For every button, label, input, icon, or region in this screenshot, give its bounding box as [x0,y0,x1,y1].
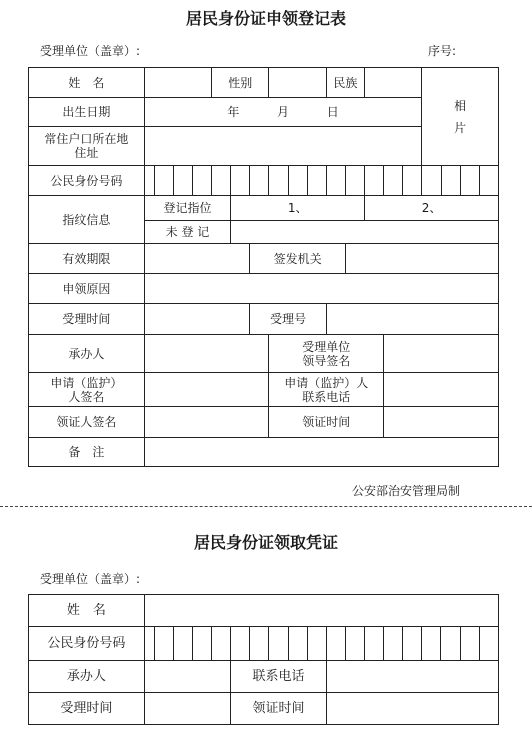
gender-label: 性别 [212,68,269,98]
not-registered-label: 未 登 记 [144,221,231,244]
id-digit-cell[interactable] [250,166,269,196]
applicant-phone-line2: 联系电话 [302,389,351,404]
applicant-phone-line1: 申请（监护）人 [284,375,369,390]
applicant-phone-label [269,373,384,407]
id-digit-cell[interactable] [193,166,212,196]
receiver-sign-field[interactable] [144,407,269,438]
voucher-id-digit-cell[interactable] [307,627,326,661]
id-digit-cell[interactable] [460,166,479,196]
voucher-id-digit-cell[interactable] [269,627,288,661]
id-digit-cell[interactable] [479,166,498,196]
voucher-id-digit-cell[interactable] [173,627,192,661]
accept-number-label: 受理号 [250,304,326,335]
issuing-authority-label: 签发机关 [250,244,346,274]
receiving-unit-label: 受理单位（盖章）: [40,44,141,58]
cut-line [0,506,532,507]
voucher-receive-time-label: 领证时间 [231,693,327,725]
id-digit-cell[interactable] [212,166,231,196]
voucher-id-digit-cell[interactable] [384,627,403,661]
voucher-id-number-label: 公民身份号码 [29,627,145,661]
finger-position-1[interactable]: 1、 [231,196,365,221]
address-label [29,127,145,166]
validity-field[interactable] [144,244,250,274]
birth-date-field[interactable] [144,98,422,127]
ethnicity-field[interactable] [365,68,422,98]
photo-label-bottom: 片 [454,120,467,135]
address-field[interactable] [144,127,422,166]
id-digit-cell[interactable] [384,166,403,196]
remarks-label: 备 注 [29,438,145,467]
serial-number-label: 序号: [428,44,457,58]
accept-time-field[interactable] [144,304,250,335]
voucher-id-digit-cell[interactable] [250,627,269,661]
voucher-table [28,594,499,725]
id-digit-cell[interactable] [288,166,307,196]
id-digit-cell[interactable] [231,166,250,196]
applicant-sign-line1: 申请（监护） [50,375,123,390]
id-digit-cell[interactable] [154,166,173,196]
day-label: 日 [326,105,339,119]
finger-position-2[interactable]: 2、 [365,196,499,221]
fingerprint-label: 指纹信息 [29,196,145,244]
voucher-id-digit-cell[interactable] [422,627,441,661]
applicant-sign-line2: 人签名 [68,389,105,404]
voucher-accept-time-field[interactable] [144,693,230,725]
voucher-id-digit-cell[interactable] [441,627,460,661]
application-table [28,67,499,467]
voucher-id-digit-cell[interactable] [326,627,345,661]
year-label: 年 [227,105,240,119]
voucher-id-digit-cell[interactable] [364,627,383,661]
id-digit-cell[interactable] [173,166,192,196]
voucher-id-digit-cell[interactable] [345,627,364,661]
id-digit-cell[interactable] [422,166,441,196]
voucher-id-digit-cell[interactable] [154,627,173,661]
voucher-title: 居民身份证领取凭证 [193,533,338,552]
receive-time-label: 领证时间 [269,407,384,438]
id-digit-cell[interactable] [269,166,288,196]
id-digit-cell[interactable] [345,166,364,196]
leader-sign-field[interactable] [384,335,499,373]
validity-label: 有效期限 [29,244,145,274]
accept-number-field[interactable] [326,304,498,335]
handler-label: 承办人 [29,335,145,373]
id-number-label: 公民身份号码 [29,166,145,196]
receive-time-field[interactable] [384,407,499,438]
leader-sign-label [269,335,384,373]
voucher-receive-time-field[interactable] [326,693,498,725]
ethnicity-label: 民族 [326,68,364,98]
photo-label-top: 相 [454,98,467,113]
voucher-handler-label: 承办人 [29,661,145,693]
voucher-id-digit-cell[interactable] [460,627,479,661]
photo-box [422,68,499,166]
voucher-phone-field[interactable] [326,661,498,693]
form-title: 居民身份证申领登记表 [185,9,346,28]
footer-issuer: 公安部治安管理局制 [352,484,461,498]
voucher-id-digit-cell[interactable] [479,627,498,661]
voucher-id-digit-cell[interactable] [288,627,307,661]
name-label: 姓 名 [29,68,145,98]
handler-field[interactable] [144,335,269,373]
reason-label: 申领原因 [29,274,145,304]
leader-sign-line1: 受理单位 [302,339,351,354]
voucher-id-digit-cell[interactable] [144,627,154,661]
remarks-field[interactable] [144,438,498,467]
voucher-phone-label: 联系电话 [231,661,327,693]
gender-field[interactable] [269,68,326,98]
id-digit-cell[interactable] [365,166,384,196]
voucher-id-digit-cell[interactable] [212,627,231,661]
voucher-id-digit-cell[interactable] [403,627,422,661]
id-digit-cell[interactable] [403,166,422,196]
id-digit-cell[interactable] [307,166,326,196]
voucher-name-field[interactable] [144,595,498,627]
address-label-line2: 住址 [74,146,99,160]
id-digit-cell[interactable] [144,166,154,196]
voucher-handler-field[interactable] [144,661,230,693]
voucher-receiving-unit-label: 受理单位（盖章）: [40,572,141,586]
voucher-id-digit-cell[interactable] [192,627,211,661]
voucher-accept-time-label: 受理时间 [29,693,145,725]
id-digit-cell[interactable] [441,166,460,196]
accept-time-label: 受理时间 [29,304,145,335]
voucher-id-digit-cell[interactable] [231,627,250,661]
name-field[interactable] [144,68,211,98]
applicant-sign-field[interactable] [144,373,269,407]
id-digit-cell[interactable] [326,166,345,196]
voucher-name-label: 姓 名 [29,595,145,627]
register-finger-label: 登记指位 [144,196,231,221]
applicant-phone-field[interactable] [384,373,499,407]
leader-sign-line2: 领导签名 [302,353,351,368]
applicant-sign-label [29,373,145,407]
birth-date-label: 出生日期 [29,98,145,127]
reason-field[interactable] [144,274,498,304]
month-label: 月 [277,105,290,119]
not-registered-field[interactable] [231,221,499,244]
issuing-authority-field[interactable] [345,244,498,274]
receiver-sign-label: 领证人签名 [29,407,145,438]
address-label-line1: 常住户口所在地 [44,132,129,146]
